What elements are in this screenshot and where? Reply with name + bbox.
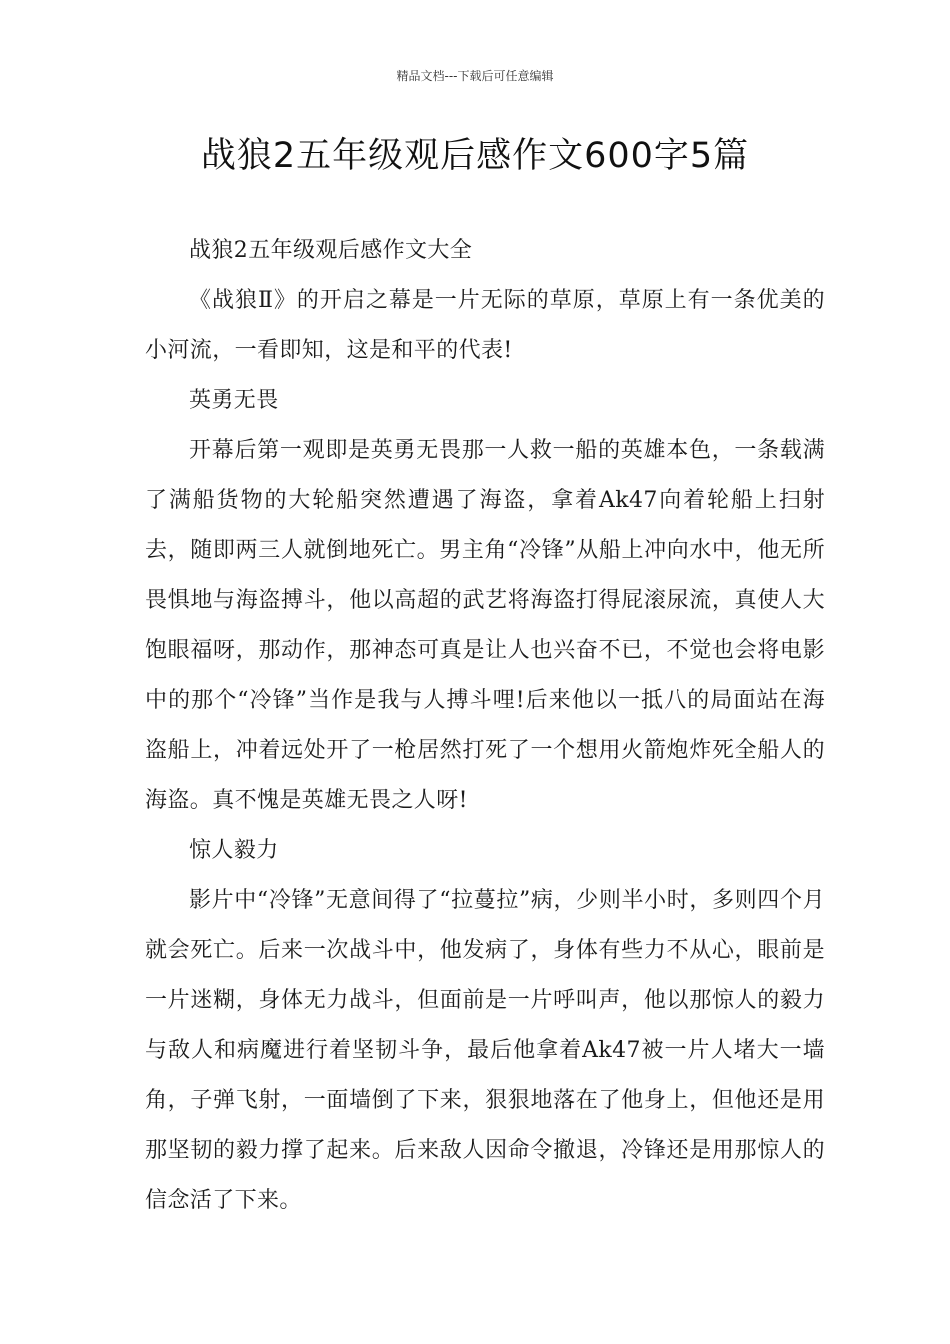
document-title: 战狼2五年级观后感作文600字5篇 [200, 136, 750, 176]
header-note: 精品文档---下载后可任意编辑 [396, 69, 554, 83]
paragraph-opening: 《战狼Ⅱ》的开启之幕是一片无际的草原，草原上有一条优美的小河流，一看即知，这是和平的代表! [145, 288, 825, 363]
paragraph-subtitle: 战狼2五年级观后感作文大全 [189, 238, 473, 263]
paragraph-perseverance: 影片中“冷锋”无意间得了“拉蔓拉”病，少则半小时，多则四个月就会死亡。后来一次战斗中，他发病了，身体有些力不从心，眼前是一片迷糊，身体无力战斗，但面前是一片呼叫声，他以那惊人的毅力与敌人和病魔进行着坚韧斗争，最后他拿着Ak47被一片人堵大一墙角，子弹飞射，一面墙倒了下来，狠狠地落在了他身上，但他还是用那坚韧的毅力撑了起来。后来敌人因命令撤退，冷锋还是用那惊人的信念活了下来。 [145, 888, 825, 1213]
section-heading-brave: 英勇无畏 [189, 388, 279, 413]
paragraph-brave: 开幕后第一观即是英勇无畏那一人救一船的英雄本色，一条载满了满船货物的大轮船突然遭遇了海盗，拿着Ak47向着轮船上扫射去，随即两三人就倒地死亡。男主角“冷锋”从船上冲向水中，他无所畏惧地与海盗搏斗，他以高超的武艺将海盗打得屁滚尿流，真使人大饱眼福呀，那动作，那神态可真是让人也兴奋不已，不觉也会将电影中的那个“冷锋”当作是我与人搏斗哩!后来他以一抵八的局面站在海盗船上，冲着远处开了一枪居然打死了一个想用火箭炮炸死全船人的海盗。真不愧是英雄无畏之人呀! [145, 438, 825, 813]
section-heading-perseverance: 惊人毅力 [189, 838, 279, 863]
document-body [145, 226, 825, 1226]
